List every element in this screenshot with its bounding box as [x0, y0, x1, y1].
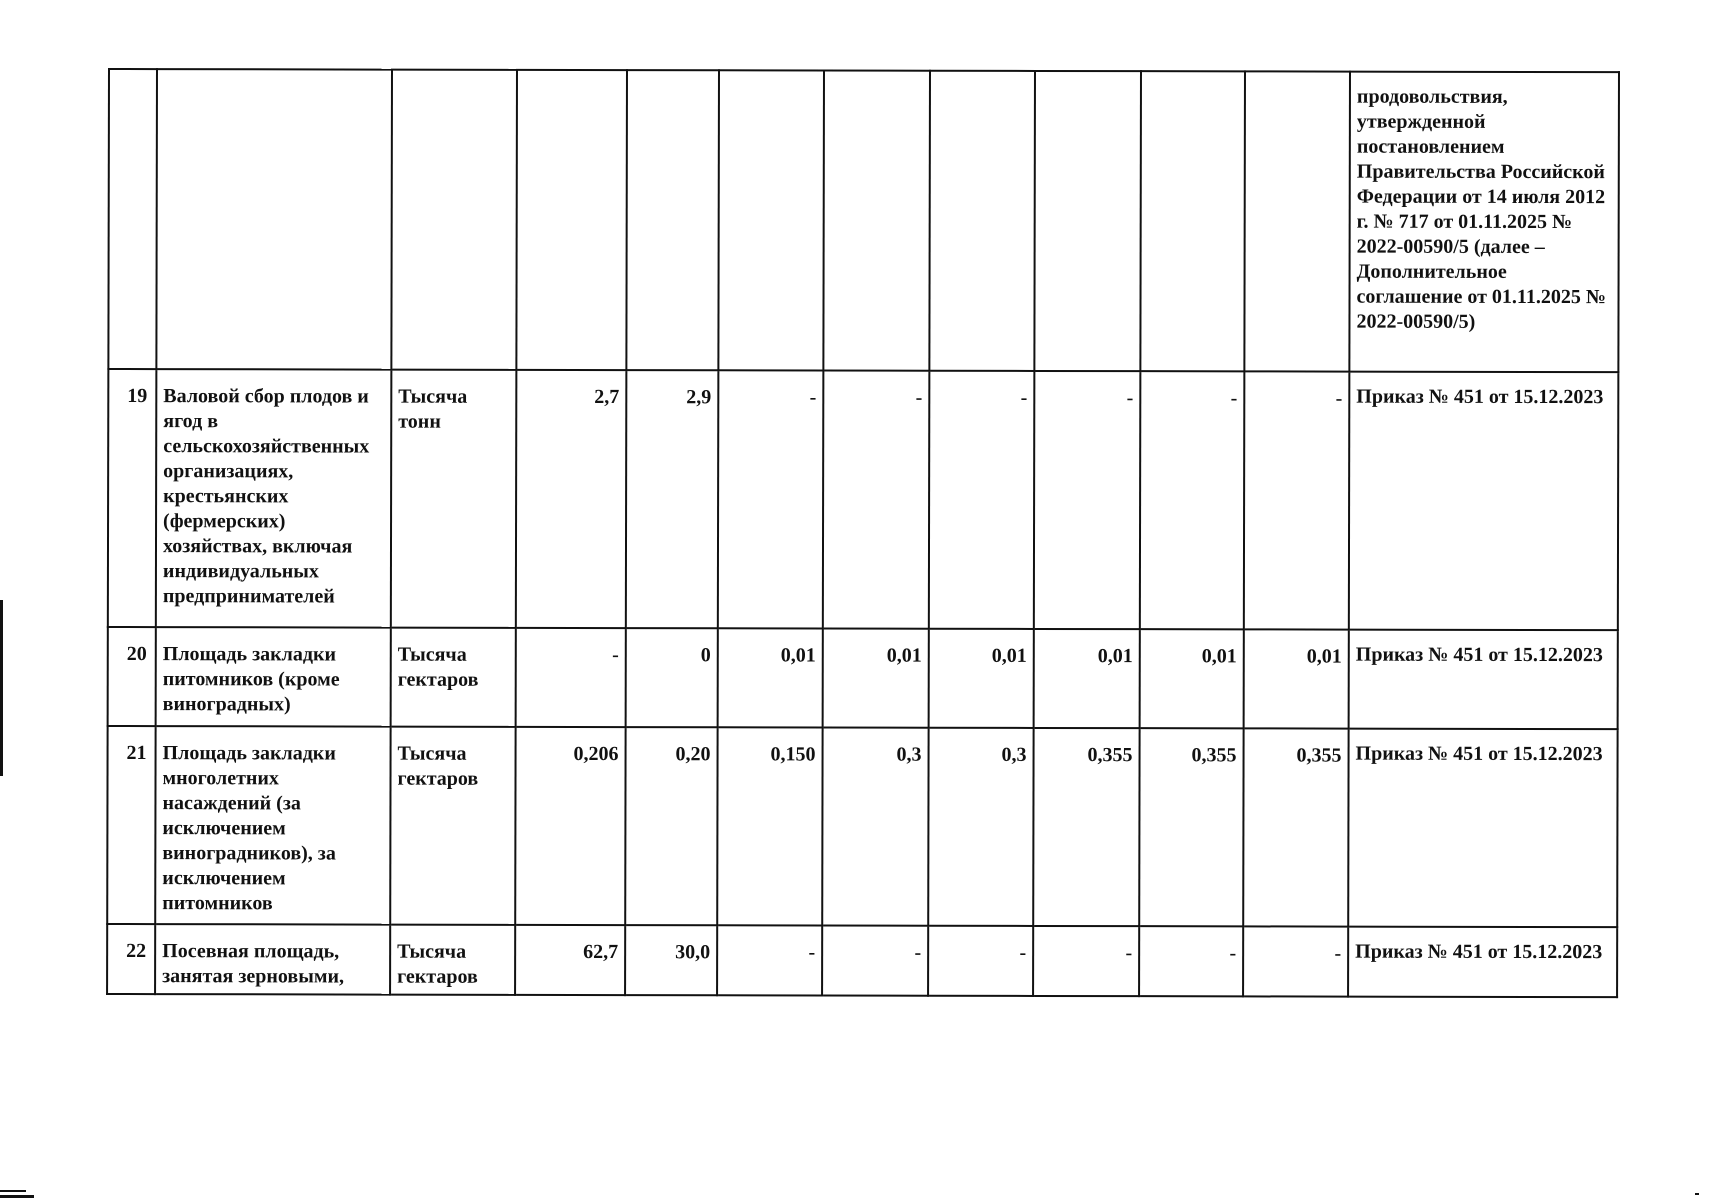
unit-cell: [391, 70, 517, 370]
value-cell: -: [928, 926, 1033, 996]
value-cell: [1034, 71, 1141, 371]
value-cell: -: [823, 370, 930, 628]
source-cell: Приказ № 451 от 15.12.2023: [1349, 630, 1618, 730]
value-cell: -: [1243, 926, 1348, 996]
row-number: [108, 69, 157, 369]
value-cell: 0,01: [1034, 629, 1140, 728]
value-cell: 62,7: [515, 925, 625, 995]
source-cell: продовольствия, утвержденной постановлением Правительства Российской Федерации от 14 июля 2012 г. № 717 от 01.11.2025 № 2022-00590/5 (далее – Дополнительное соглашение от 01.11.2025 № 2022-00590/5): [1349, 72, 1619, 373]
value-cell: 0,150: [717, 727, 822, 925]
value-cell: 0,20: [625, 727, 717, 925]
value-cell: 0,3: [822, 727, 928, 925]
value-cell: 2,7: [516, 370, 627, 628]
row-number: 19: [108, 369, 157, 627]
row-number: 21: [107, 726, 155, 924]
value-cell: [1244, 71, 1350, 371]
indicator-name: Площадь закладки питомников (кроме виноградных): [156, 627, 391, 726]
value-cell: 0,355: [1243, 728, 1348, 926]
value-cell: -: [1244, 371, 1350, 629]
value-cell: 2,9: [626, 370, 719, 628]
scan-speck: [1695, 1193, 1699, 1195]
value-cell: -: [1034, 371, 1141, 629]
value-cell: -: [929, 371, 1035, 629]
value-cell: -: [717, 925, 822, 995]
bottom-edge-mark: [0, 1195, 34, 1198]
value-cell: [1140, 71, 1245, 371]
value-cell: 0,01: [1244, 629, 1349, 728]
indicator-name: [156, 69, 392, 369]
value-cell: 0,01: [1140, 629, 1244, 728]
unit-cell: Тысяча гектаров: [391, 628, 516, 727]
value-cell: -: [1033, 926, 1139, 996]
value-cell: 0,01: [718, 628, 823, 727]
value-cell: 0,355: [1033, 728, 1139, 926]
value-cell: -: [718, 370, 824, 628]
indicator-name: Валовой сбор плодов и ягод в сельскохозяйственных организациях, крестьянских (фермерских) хозяйствах, включая индивидуальных предпринимателей: [156, 369, 392, 627]
value-cell: -: [822, 925, 928, 995]
value-cell: [929, 71, 1035, 371]
unit-cell: Тысяча тонн: [391, 370, 517, 628]
value-cell: -: [516, 628, 626, 727]
value-cell: -: [1140, 371, 1245, 629]
bottom-edge-mark: [0, 1190, 26, 1192]
row-number: 22: [107, 924, 155, 994]
table-row: [108, 69, 1619, 372]
value-cell: [823, 70, 930, 370]
value-cell: [718, 70, 824, 370]
unit-cell: Тысяча гектаров: [390, 925, 515, 995]
value-cell: 0,01: [929, 629, 1034, 728]
value-cell: [516, 70, 627, 370]
indicator-name: Площадь закладки многолетних насаждений (за исключением виноградников), за исключением питомников: [155, 726, 390, 924]
table-row: [107, 726, 1617, 927]
value-cell: 30,0: [625, 925, 717, 995]
table-row: [107, 924, 1617, 997]
value-cell: [626, 70, 719, 370]
value-cell: 0,355: [1139, 728, 1243, 926]
table-row: [108, 369, 1619, 630]
value-cell: 0,3: [928, 728, 1033, 926]
value-cell: 0,206: [515, 727, 625, 925]
table-row: [108, 627, 1618, 729]
value-cell: 0: [626, 628, 718, 727]
value-cell: -: [1139, 926, 1243, 996]
left-edge-mark: [0, 600, 3, 776]
indicators-table: [106, 68, 1620, 998]
row-number: 20: [108, 627, 156, 726]
source-cell: Приказ № 451 от 15.12.2023: [1348, 729, 1617, 928]
source-cell: Приказ № 451 от 15.12.2023: [1348, 927, 1617, 998]
value-cell: 0,01: [823, 628, 929, 727]
unit-cell: Тысяча гектаров: [390, 727, 515, 925]
source-cell: Приказ № 451 от 15.12.2023: [1349, 372, 1619, 631]
indicator-name: Посевная площадь, занятая зерновыми,: [155, 924, 390, 994]
